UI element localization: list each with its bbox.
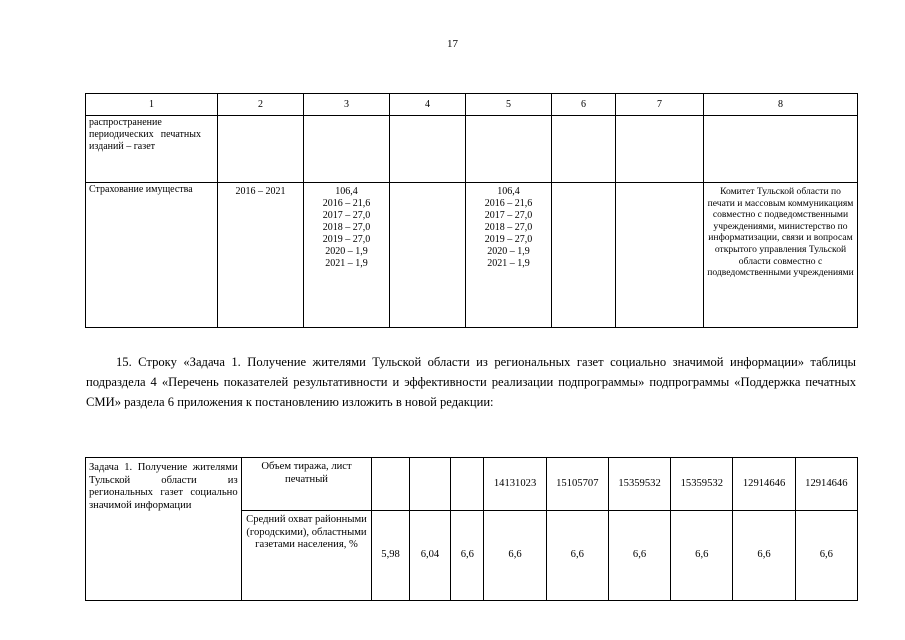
empty-cell bbox=[390, 116, 466, 183]
empty-cell bbox=[704, 116, 858, 183]
table-row bbox=[86, 116, 858, 183]
empty-cell bbox=[552, 183, 616, 328]
page-number: 17 bbox=[447, 38, 458, 50]
period-cell: 2016 – 2021 bbox=[218, 183, 304, 328]
empty-cell bbox=[552, 116, 616, 183]
value-cell: 6,6 bbox=[733, 511, 795, 601]
activity-name-cell: Страхование имущества bbox=[86, 183, 218, 328]
header-cell: 1 bbox=[86, 94, 218, 116]
value-cell bbox=[372, 458, 409, 511]
value-cell: 6,6 bbox=[608, 511, 670, 601]
value-cell: 5,98 bbox=[372, 511, 409, 601]
indicator-name-cell: Средний охват районными (городскими), областными газетами населения, % bbox=[241, 511, 372, 601]
header-cell: 7 bbox=[616, 94, 704, 116]
value-cell: 6,6 bbox=[451, 511, 484, 601]
value-cell bbox=[451, 458, 484, 511]
header-cell: 2 bbox=[218, 94, 304, 116]
value-cell: 12914646 bbox=[795, 458, 857, 511]
value-cell: 6,6 bbox=[546, 511, 608, 601]
responsible-executor-cell: Комитет Тульской области по печати и массовым коммуникациям совместно с подведомственными учреждениями, министерство по информатизации, связи и вопросам открытого управления Тульской области совместно с подведомственными учреждениями bbox=[704, 183, 858, 328]
empty-cell bbox=[466, 116, 552, 183]
value-cell: 6,6 bbox=[795, 511, 857, 601]
table-row bbox=[86, 458, 858, 511]
header-cell: 3 bbox=[304, 94, 390, 116]
task-cell: Задача 1. Получение жителями Тульской области из региональных газет социально значимой информации bbox=[86, 458, 242, 601]
value-cell: 6,6 bbox=[484, 511, 546, 601]
empty-cell bbox=[390, 183, 466, 328]
empty-cell bbox=[616, 116, 704, 183]
funding-total-cell: 106,4 2016 – 21,6 2017 – 27,0 2018 – 27,0 2019 – 27,0 2020 – 1,9 2021 – 1,9 bbox=[304, 183, 390, 328]
value-cell: 14131023 bbox=[484, 458, 546, 511]
empty-cell bbox=[616, 183, 704, 328]
activity-name-cell: распространение периодических печатных изданий – газет bbox=[86, 116, 218, 183]
indicator-name-cell: Объем тиража, лист печатный bbox=[241, 458, 372, 511]
costs-table bbox=[85, 93, 858, 328]
amendment-paragraph bbox=[86, 352, 856, 412]
table-header-row bbox=[86, 94, 858, 116]
empty-cell bbox=[218, 116, 304, 183]
value-cell: 15359532 bbox=[671, 458, 733, 511]
indicators-table bbox=[85, 457, 858, 601]
header-cell: 8 bbox=[704, 94, 858, 116]
value-cell: 6,04 bbox=[409, 511, 451, 601]
header-cell: 4 bbox=[390, 94, 466, 116]
value-cell: 6,6 bbox=[671, 511, 733, 601]
value-cell: 12914646 bbox=[733, 458, 795, 511]
value-cell: 15105707 bbox=[546, 458, 608, 511]
paragraph-text: 15. Строку «Задача 1. Получение жителями Тульской области из региональных газет социально значимой информации» таблицы подраздела 4 «Перечень показателей результативности и эффективности реализации подпрограммы» подпрограммы «Поддержка печатных СМИ» раздела 6 приложения к постановлению изложить в новой редакции: bbox=[86, 355, 856, 409]
table-row bbox=[86, 183, 858, 328]
value-cell: 15359532 bbox=[608, 458, 670, 511]
header-cell: 6 bbox=[552, 94, 616, 116]
value-cell bbox=[409, 458, 451, 511]
empty-cell bbox=[304, 116, 390, 183]
funding-regional-cell: 106,4 2016 – 21,6 2017 – 27,0 2018 – 27,0 2019 – 27,0 2020 – 1,9 2021 – 1,9 bbox=[466, 183, 552, 328]
header-cell: 5 bbox=[466, 94, 552, 116]
